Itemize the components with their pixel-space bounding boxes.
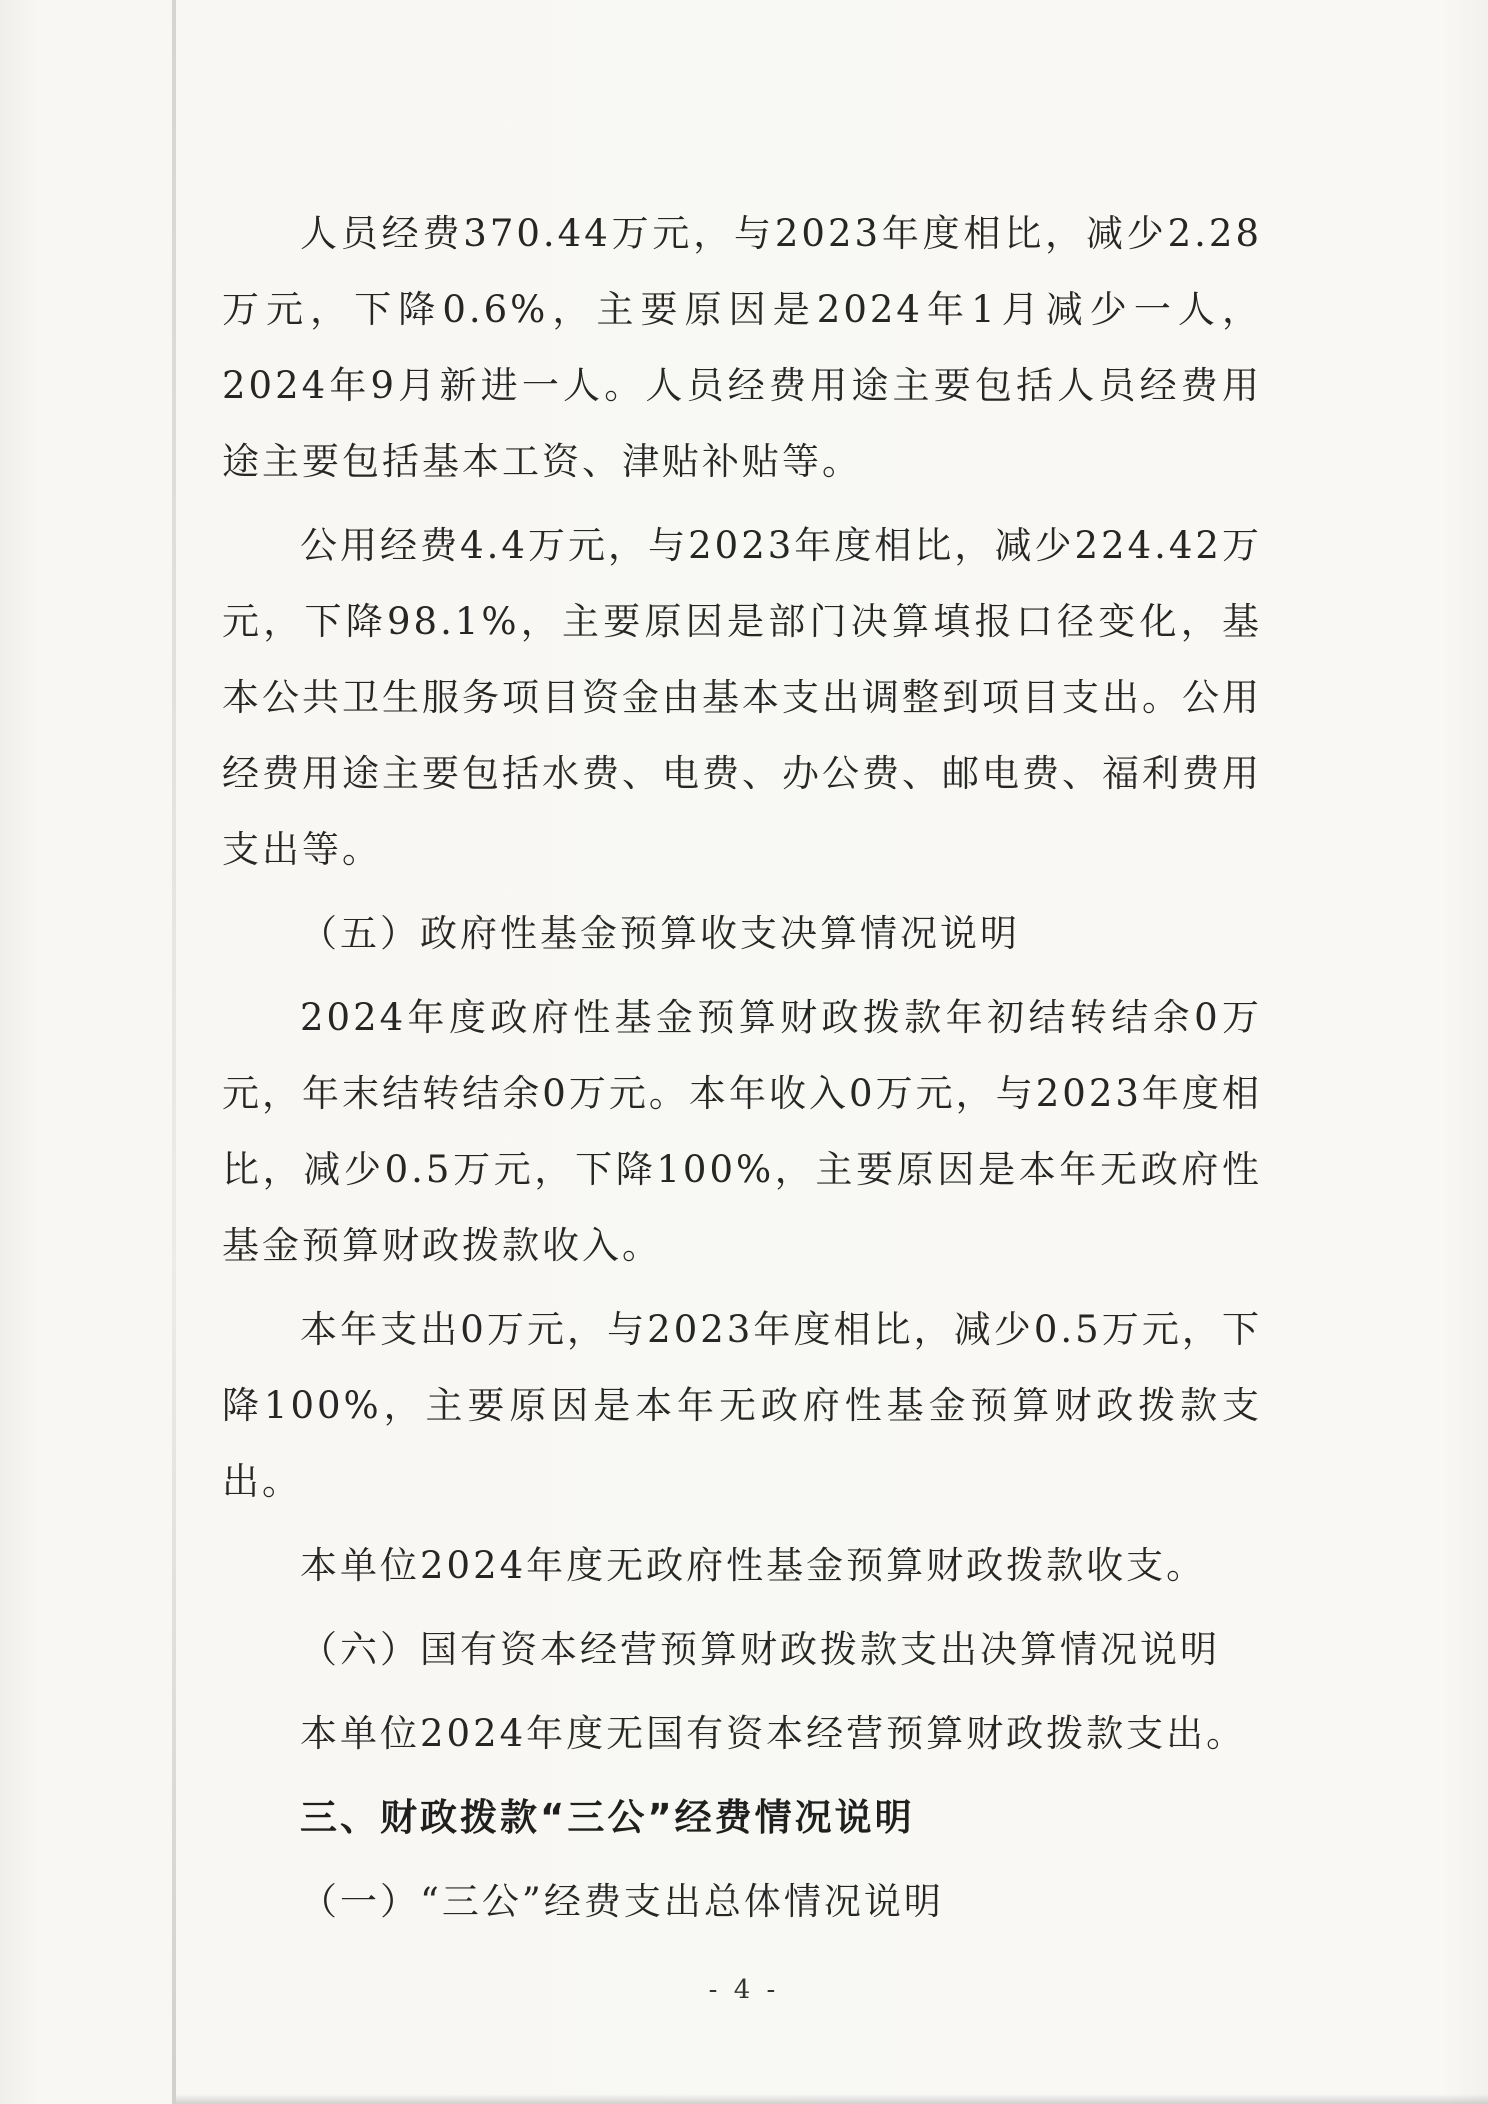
page-number: - 4 - xyxy=(708,1975,780,2005)
scan-edge-left xyxy=(172,0,176,2104)
document-body xyxy=(222,196,1262,1948)
paragraph-government-fund-summary: 本单位2024年度无政府性基金预算财政拨款收支。 xyxy=(300,1544,1207,1587)
scan-edge-bottom xyxy=(176,2094,1488,2104)
paragraph-public-expenses: 公用经费4.4万元，与2023年度相比，减少224.42万元，下降98.1%，主要原因是部门决算填报口径变化，基本公共卫生服务项目资金由基本支出调整到项目支出。公用经费用途主要包括水费、电费、办公费、邮电费、福利费用支出等。 xyxy=(222,524,1262,871)
paragraph-government-fund-income: 2024年度政府性基金预算财政拨款年初结转结余0万元，年末结转结余0万元。本年收入0万元，与2023年度相比，减少0.5万元，下降100%，主要原因是本年无政府性基金预算财政拨款收入。 xyxy=(222,996,1262,1267)
section-heading-state-capital: （六）国有资本经营预算财政拨款支出决算情况说明 xyxy=(300,1628,1220,1671)
paragraph-state-capital-summary: 本单位2024年度无国有资本经营预算财政拨款支出。 xyxy=(300,1712,1247,1755)
section-heading-government-fund: （五）政府性基金预算收支决算情况说明 xyxy=(300,912,1020,955)
chapter-heading-three-public: 三、财政拨款“三公”经费情况说明 xyxy=(300,1796,915,1839)
paragraph-personnel-expenses: 人员经费370.44万元，与2023年度相比，减少2.28万元，下降0.6%，主要原因是2024年1月减少一人，2024年9月新进一人。人员经费用途主要包括人员经费用途主要包括基本工资、津贴补贴等。 xyxy=(222,212,1262,483)
paragraph-government-fund-expenditure: 本年支出0万元，与2023年度相比，减少0.5万元，下降100%，主要原因是本年无政府性基金预算财政拨款支出。 xyxy=(222,1308,1262,1503)
section-heading-three-public-overall: （一）“三公”经费支出总体情况说明 xyxy=(300,1880,944,1923)
